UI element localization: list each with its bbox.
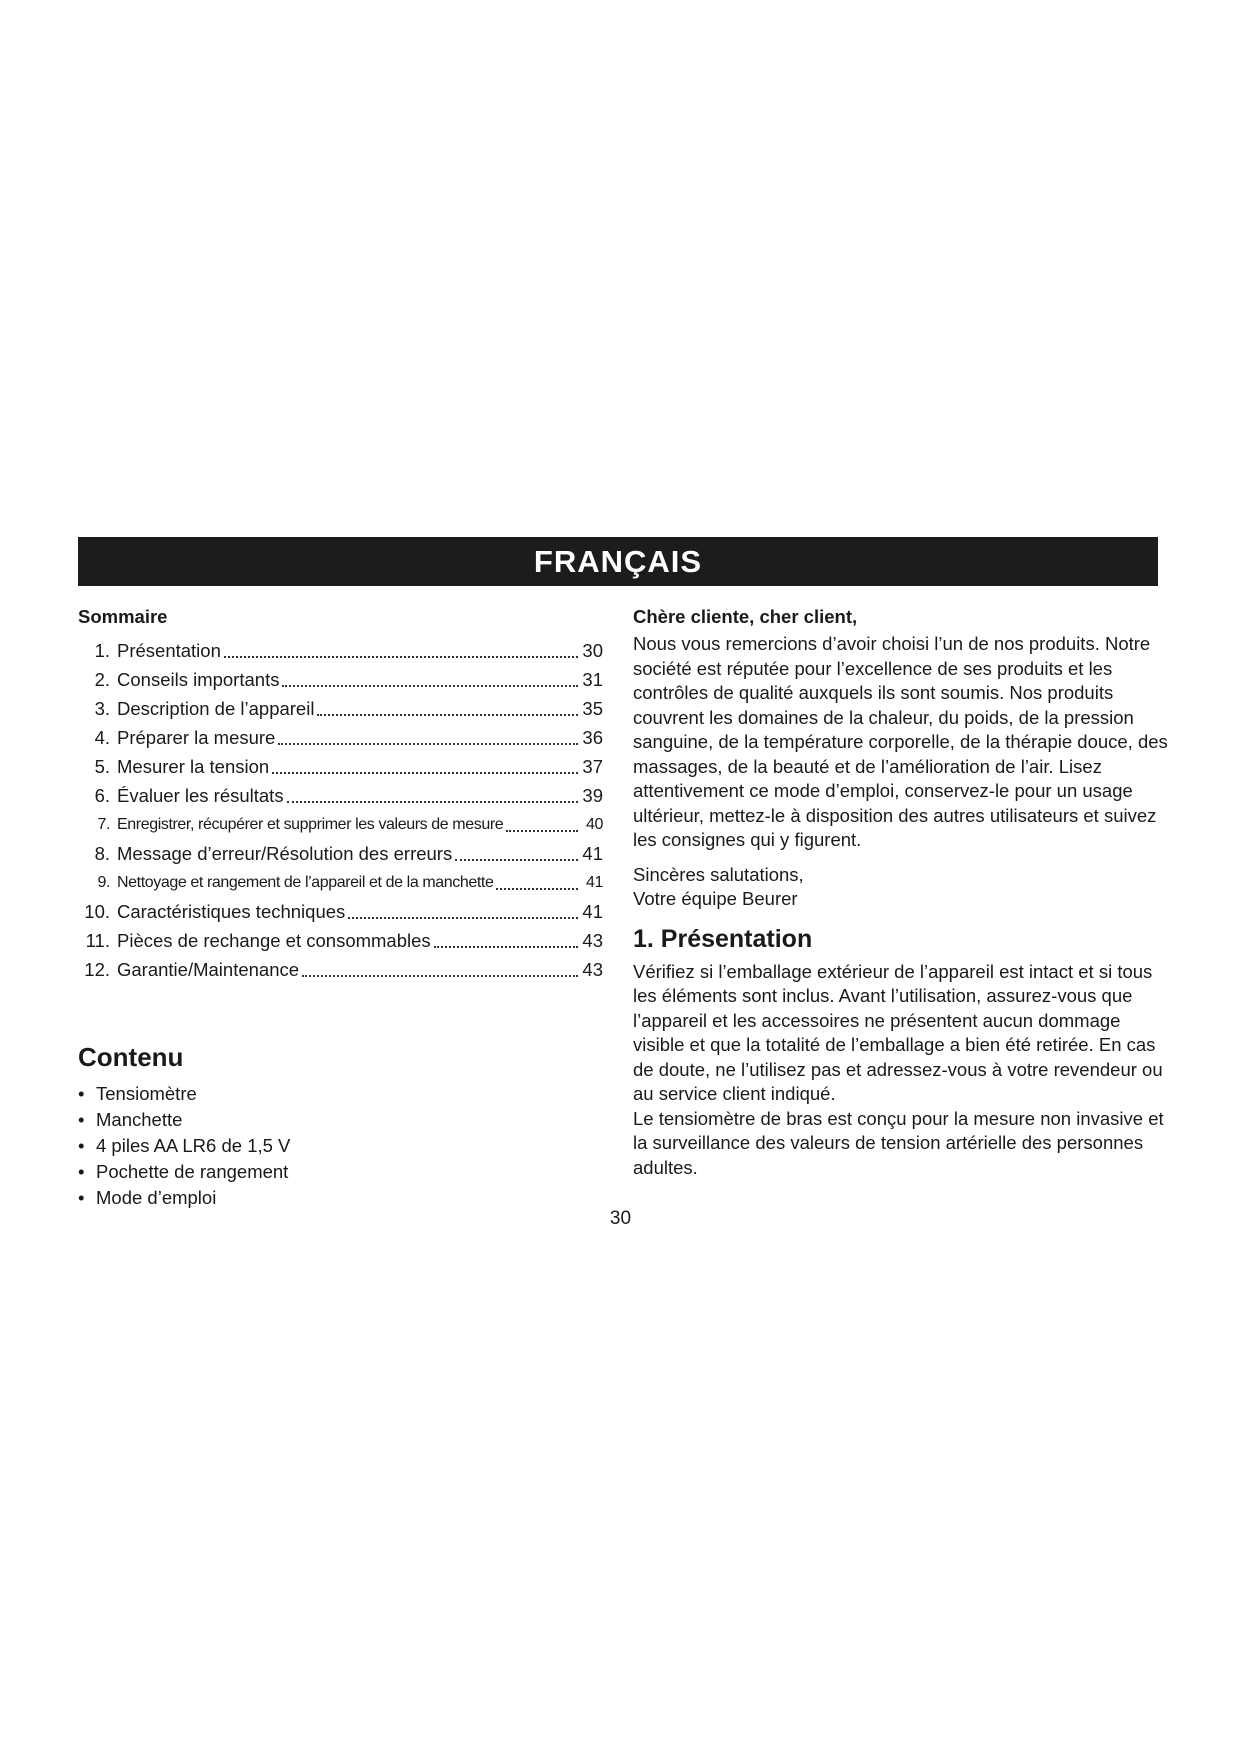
- toc-page: 35: [582, 698, 603, 720]
- toc-title: Mesurer la tension: [117, 756, 270, 778]
- toc-page: 36: [582, 727, 603, 749]
- contents-list: [78, 1081, 603, 1211]
- list-item: • 4 piles AA LR6 de 1,5 V: [78, 1135, 291, 1157]
- table-of-contents: [78, 636, 603, 984]
- list-item-text: Mode d’emploi: [96, 1187, 217, 1209]
- toc-page: 31: [582, 669, 603, 691]
- toc-page: 43: [582, 930, 603, 952]
- toc-item: [78, 636, 603, 665]
- toc-page: 37: [582, 756, 603, 778]
- toc-title: Préparer la mesure: [117, 727, 276, 749]
- list-item: • Manchette: [78, 1109, 183, 1131]
- toc-num: 6.: [94, 785, 110, 807]
- list-item-text: Tensiomètre: [96, 1083, 197, 1105]
- toc-num: 10.: [84, 901, 110, 923]
- toc-num: 11.: [85, 930, 110, 952]
- toc-item: [78, 694, 603, 723]
- toc-item: [78, 897, 603, 926]
- sommaire-heading: Sommaire: [78, 606, 168, 627]
- toc-page: 30: [582, 640, 603, 662]
- toc-page: 41: [586, 874, 603, 892]
- list-item-text: Pochette de rangement: [96, 1161, 289, 1183]
- toc-title: Évaluer les résultats: [117, 785, 284, 807]
- toc-title: Garantie/Maintenance: [117, 959, 300, 981]
- presentation-para-1: Vérifiez si l’emballage extérieur de l’appareil est intact et si tous les éléments sont inclus. Avant l’utilisation, assurez-vous que l’appareil et les accessoires ne présentent aucun dommage visible et que la totalité de l’emballage a bien été retirée. En cas de doute, ne l’utilisez pas et adressez-vous à votre revendeur ou au service client indiqué.: [633, 960, 1163, 1105]
- toc-num: 8.: [94, 843, 110, 865]
- toc-num: 1.: [94, 640, 110, 662]
- greeting-body: Nous vous remercions d’avoir choisi l’un de nos produits. Notre société est réputée pour l’excellence de ses produits et les contrôles de qualité auxquels ils sont soumis. Nos produits couvrent les domaines de la chaleur, du poids, de la pression sanguine, de la température corporelle, de la thérapie douce, des massages, de la beauté et de l’amélioration de l’air. Lisez attentivement ce mode d’emploi, conservez-le pour un usage ultérieur, mettez-le à disposition des autres utilisateurs et suivez les consignes qui y figurent.: [633, 633, 1168, 851]
- toc-page: 39: [582, 785, 603, 807]
- page-number: 30: [609, 1208, 632, 1229]
- right-column: [633, 606, 1168, 1180]
- toc-num: 4.: [94, 727, 110, 749]
- toc-num: 9.: [97, 874, 110, 892]
- toc-item: [78, 723, 603, 752]
- toc-num: 12.: [84, 959, 110, 981]
- toc-num: 3.: [94, 698, 110, 720]
- toc-item: [78, 752, 603, 781]
- contenu-heading: Contenu: [78, 1042, 184, 1073]
- toc-item: [78, 839, 603, 868]
- toc-num: 2.: [94, 669, 110, 691]
- list-item: • Tensiomètre: [78, 1083, 197, 1105]
- salutation: Chère cliente, cher client,: [633, 606, 858, 627]
- list-item-text: 4 piles AA LR6 de 1,5 V: [96, 1135, 291, 1157]
- list-item: • Pochette de rangement: [78, 1161, 289, 1183]
- toc-title: Conseils importants: [117, 669, 280, 691]
- toc-item: [78, 868, 603, 897]
- toc-page: 43: [582, 959, 603, 981]
- toc-item: [78, 955, 603, 984]
- toc-title: Enregistrer, récupérer et supprimer les valeurs de mesure: [117, 816, 504, 834]
- toc-item: [78, 926, 603, 955]
- toc-item: [78, 810, 603, 839]
- list-item: • Mode d’emploi: [78, 1187, 217, 1209]
- presentation-para-2: Le tensiomètre de bras est conçu pour la mesure non invasive et la surveillance des valeurs de tension artérielle des personnes adultes.: [633, 1107, 1164, 1178]
- toc-item: [78, 781, 603, 810]
- language-banner: [78, 537, 1158, 586]
- closing-line: Sincères salutations,: [633, 863, 804, 885]
- list-item-text: Manchette: [96, 1109, 183, 1131]
- toc-title: Présentation: [117, 640, 221, 662]
- closing-signature: Votre équipe Beurer: [633, 888, 798, 910]
- toc-title: Message d’erreur/Résolution des erreurs: [117, 843, 453, 865]
- toc-title: Pièces de rechange et consommables: [117, 930, 431, 952]
- toc-num: 7.: [97, 816, 110, 834]
- presentation-heading: 1. Présentation: [633, 924, 813, 953]
- toc-title: Caractéristiques techniques: [117, 901, 346, 923]
- toc-item: [78, 665, 603, 694]
- toc-page: 41: [582, 901, 603, 923]
- left-column: [78, 606, 603, 1211]
- toc-title: Nettoyage et rangement de l’appareil et de la manchette: [117, 874, 494, 892]
- toc-page: 41: [582, 843, 603, 865]
- banner-title: FRANÇAIS: [533, 543, 703, 579]
- toc-page: 40: [586, 816, 603, 834]
- toc-title: Description de l’appareil: [117, 698, 315, 720]
- toc-num: 5.: [94, 756, 110, 778]
